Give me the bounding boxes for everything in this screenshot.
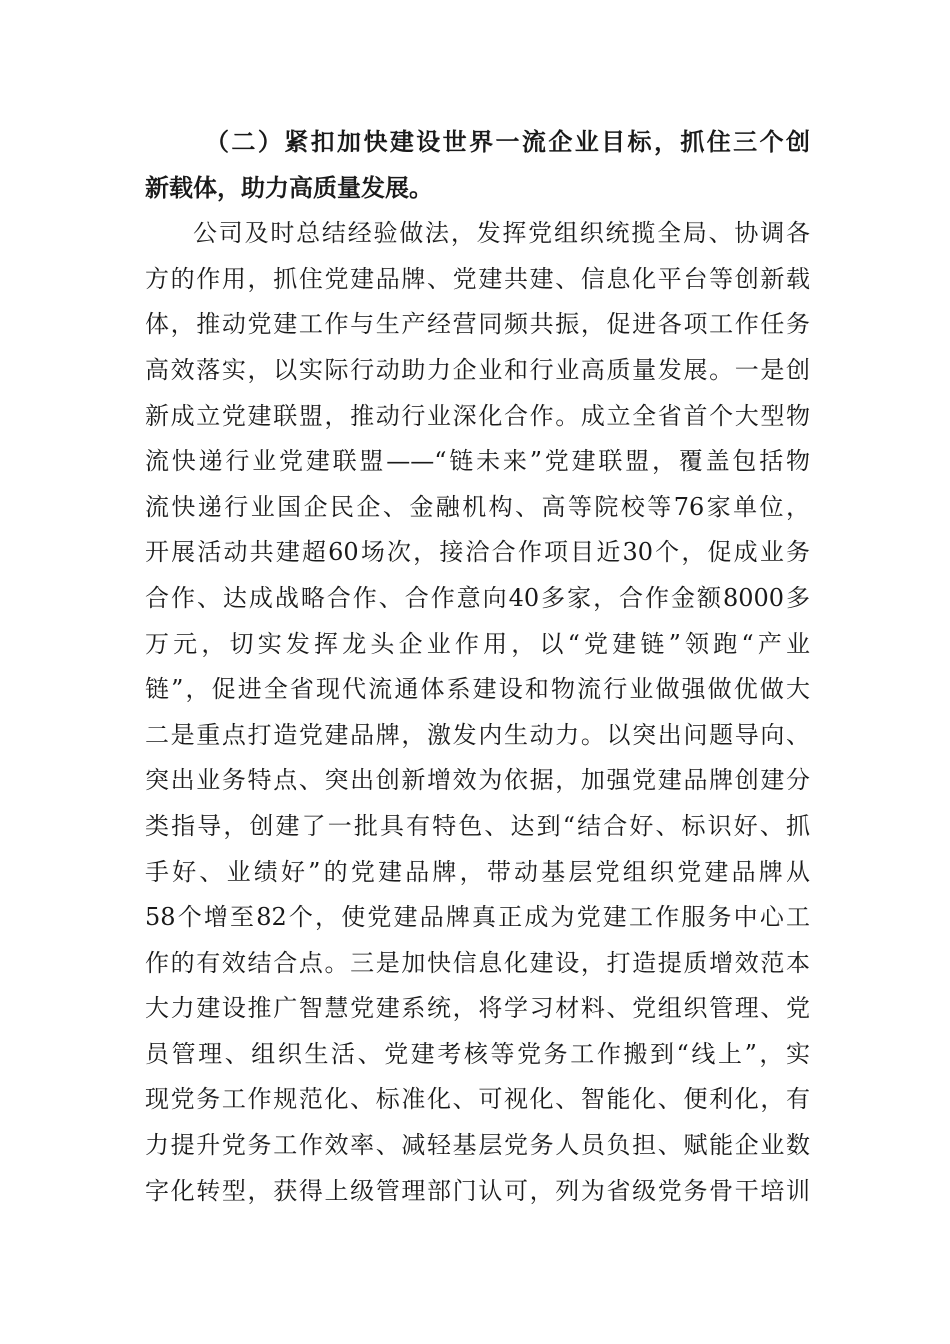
body-paragraph <box>145 211 810 1214</box>
body-line: 大力建设推广智慧党建系统，将学习材料、党组织管理、党 <box>145 994 810 1023</box>
body-line: 开展活动共建超60场次，接洽合作项目近30个，促成业务 <box>145 538 810 567</box>
body-line: 现党务工作规范化、标准化、可视化、智能化、便利化，有 <box>145 1085 810 1114</box>
heading-line-2: 新载体，助力高质量发展。 <box>145 173 433 202</box>
body-line: 手好、业绩好”的党建品牌，带动基层党组织党建品牌从 <box>145 857 810 886</box>
body-line: 字化转型，获得上级管理部门认可，列为省级党务骨干培训 <box>145 1176 810 1205</box>
body-line: 合作、达成战略合作、合作意向40多家，合作金额8000多 <box>145 583 810 612</box>
document-text <box>145 120 810 1214</box>
body-line: 链”，促进全省现代流通体系建设和物流行业做强做优做大 <box>145 675 810 704</box>
body-line: 方的作用，抓住党建品牌、党建共建、信息化平台等创新载 <box>145 264 810 293</box>
body-line: 作的有效结合点。三是加快信息化建设，打造提质增效范本 <box>145 948 810 977</box>
body-line: 万元，切实发挥龙头企业作用，以“党建链”领跑“产业 <box>145 629 810 658</box>
body-line: 新成立党建联盟，推动行业深化合作。成立全省首个大型物 <box>145 401 810 430</box>
section-heading <box>145 120 810 211</box>
body-line: 类指导，创建了一批具有特色、达到“结合好、标识好、抓 <box>145 811 810 840</box>
body-line: 体，推动党建工作与生产经营同频共振，促进各项工作任务 <box>145 310 810 339</box>
heading-line-1: （二）紧扣加快建设世界一流企业目标，抓住三个创 <box>205 128 810 156</box>
body-line: 力提升党务工作效率、减轻基层党务人员负担、赋能企业数 <box>145 1131 810 1160</box>
body-line: 二是重点打造党建品牌，激发内生动力。以突出问题导向、 <box>145 720 810 749</box>
body-line: 高效落实，以实际行动助力企业和行业高质量发展。一是创 <box>145 355 810 384</box>
body-line: 流快递行业国企民企、金融机构、高等院校等76家单位， <box>145 492 810 521</box>
body-line: 员管理、组织生活、党建考核等党务工作搬到“线上”，实 <box>145 1039 810 1068</box>
body-line: 突出业务特点、突出创新增效为依据，加强党建品牌创建分 <box>145 766 810 795</box>
body-line: 流快递行业党建联盟——“链未来”党建联盟，覆盖包括物 <box>145 447 810 476</box>
body-line: 58个增至82个，使党建品牌真正成为党建工作服务中心工 <box>145 903 810 932</box>
body-line: 公司及时总结经验做法，发挥党组织统揽全局、协调各 <box>193 219 810 248</box>
